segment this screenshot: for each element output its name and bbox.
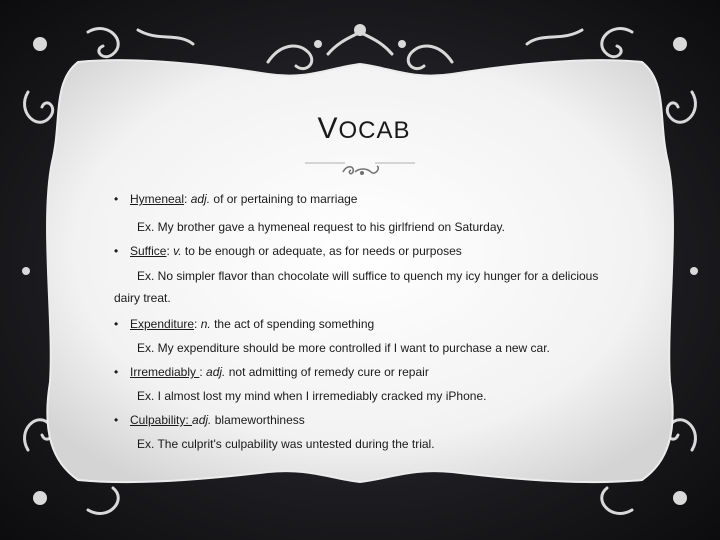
part-of-speech: n. bbox=[200, 317, 211, 331]
vocab-entry-hymeneal bbox=[114, 192, 614, 234]
part-of-speech: v. bbox=[173, 244, 182, 258]
bullet: • bbox=[114, 365, 119, 379]
part-of-speech: adj. bbox=[206, 365, 226, 379]
separator: : bbox=[166, 244, 174, 258]
vocab-term: Expenditure bbox=[130, 317, 195, 331]
example-sentence: Ex. The culprit's culpability was untested during the trial. bbox=[137, 437, 435, 451]
definition-line bbox=[114, 317, 614, 331]
example-sentence: Ex. No simpler flavor than chocolate will suffice to quench my icy hunger for a delicious dairy treat. bbox=[114, 269, 599, 305]
example-sentence: Ex. My brother gave a hymeneal request to his girlfriend on Saturday. bbox=[137, 220, 505, 234]
separator: : bbox=[194, 317, 201, 331]
vocab-term: Suffice bbox=[130, 244, 167, 258]
vocab-entry-expenditure bbox=[114, 317, 614, 355]
definition: the act of spending something bbox=[210, 317, 375, 331]
definition: not admitting of remedy cure or repair bbox=[225, 365, 429, 379]
example-sentence: Ex. My expenditure should be more controlled if I want to purchase a new car. bbox=[137, 341, 550, 355]
bullet: • bbox=[114, 413, 119, 427]
bullet: • bbox=[114, 192, 119, 206]
definition: to be enough or adequate, as for needs or purposes bbox=[181, 244, 462, 258]
part-of-speech: adj. bbox=[192, 413, 212, 427]
definition: blameworthiness bbox=[211, 413, 305, 427]
bullet: • bbox=[114, 244, 119, 258]
bullet: • bbox=[114, 317, 119, 331]
vocab-entry-irremediably bbox=[114, 365, 614, 403]
vocab-term: Hymeneal bbox=[130, 192, 185, 206]
vocab-list bbox=[114, 192, 614, 451]
vocab-entry-culpability bbox=[114, 413, 614, 451]
definition-line bbox=[114, 413, 614, 427]
definition: of or pertaining to marriage bbox=[210, 192, 358, 206]
definition-line bbox=[114, 192, 614, 206]
definition-line bbox=[114, 244, 614, 258]
slide-title bbox=[0, 112, 720, 146]
flourish-divider-icon bbox=[305, 158, 415, 182]
title-rest: OCAB bbox=[338, 117, 411, 144]
example-sentence: Ex. I almost lost my mind when I irremediably cracked my iPhone. bbox=[137, 389, 487, 403]
definition-line bbox=[114, 365, 614, 379]
vocab-entry-suffice bbox=[114, 244, 614, 309]
part-of-speech: adj. bbox=[190, 192, 211, 206]
separator: : bbox=[199, 365, 207, 379]
title-initial: V bbox=[317, 112, 339, 145]
vocab-term: Irremediably bbox=[130, 365, 200, 379]
separator: : bbox=[184, 192, 191, 206]
vocab-term: Culpability: bbox=[130, 413, 193, 427]
